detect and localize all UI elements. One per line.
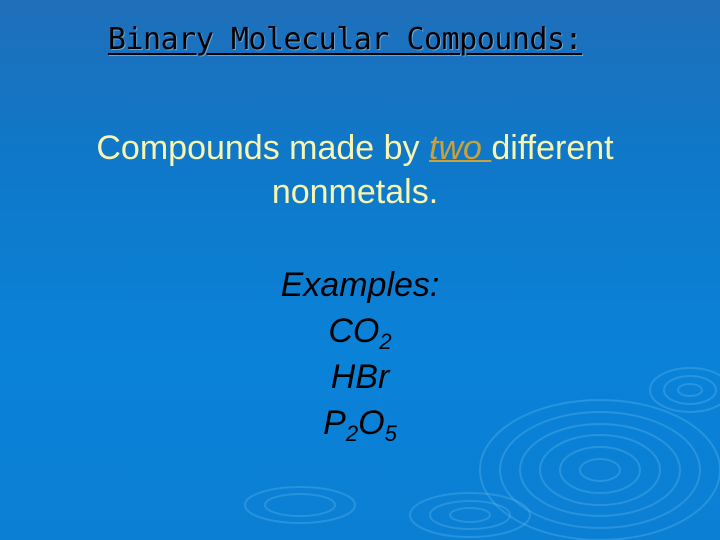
definition-line2: nonmetals. bbox=[271, 173, 439, 211]
formula-p2o5 bbox=[200, 400, 520, 446]
examples-heading: Examples: bbox=[280, 266, 440, 304]
definition-text bbox=[20, 126, 690, 214]
formula-p2o5-subscript-o: 5 bbox=[384, 421, 397, 446]
definition-end: different bbox=[491, 129, 614, 167]
examples-list bbox=[200, 262, 520, 446]
formula-p2o5-p: P bbox=[323, 404, 346, 442]
definition-start: Compounds made by bbox=[96, 129, 430, 167]
formula-co2-subscript: 2 bbox=[379, 329, 392, 354]
formula-co2 bbox=[200, 308, 520, 354]
definition-highlight: two bbox=[429, 129, 492, 167]
slide-title: Binary Molecular Compounds: bbox=[107, 22, 583, 57]
formula-p2o5-o: O bbox=[358, 404, 385, 442]
formula-p2o5-subscript-p: 2 bbox=[345, 421, 359, 446]
formula-hbr: HBr bbox=[330, 358, 390, 396]
formula-co2-base: CO bbox=[328, 312, 380, 350]
